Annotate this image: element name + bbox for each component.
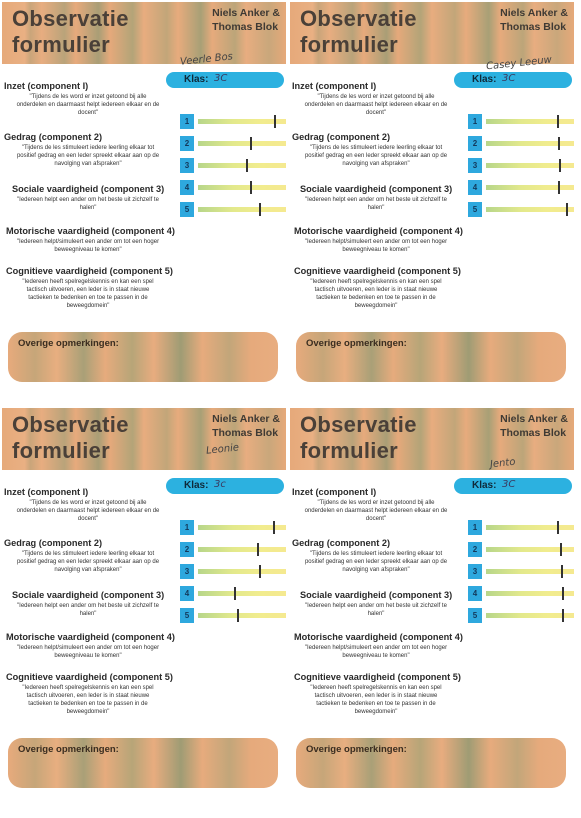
rating-mark	[558, 181, 560, 194]
rating-number: 5	[468, 202, 482, 217]
rating-scale-bar	[198, 185, 286, 190]
rating-mark	[557, 115, 559, 128]
rating-row	[468, 158, 574, 174]
author-name: Niels Anker &	[212, 413, 280, 425]
handwritten-student-name: Casey Leeuw	[485, 54, 553, 73]
authors	[212, 6, 280, 34]
rating-mark	[562, 587, 564, 600]
class-value: 3c	[214, 479, 226, 490]
form-header	[290, 2, 574, 64]
component-heading: Gedrag (component 2)	[4, 132, 103, 142]
component-heading: Gedrag (component 2)	[4, 538, 103, 548]
component-description: "Iedereen heeft spelregelskennis en kan een spel tactisch uitvoeren, een leder is in staat nieuwe tactieken te bedenken en toe te passen in de beweegdomein"	[310, 685, 442, 715]
rating-scale-bar	[198, 591, 286, 596]
component-heading: Motorische vaardigheid (component 4)	[294, 226, 463, 236]
author-name: Thomas Blok	[500, 21, 567, 33]
component-description: "Tijdens de les word er inzet getoond bij alle onderdelen en daarmaast helpt iedereen elkaar en de docent"	[304, 94, 448, 116]
rating-mark	[273, 521, 275, 534]
rating-mark	[566, 203, 568, 216]
component-heading: Inzet (component I)	[4, 81, 89, 91]
rating-row	[180, 114, 286, 130]
component-description: "Iedereen heeft spelregelskennis en kan een spel tactisch uitvoeren, een leder is in staat nieuwe tactieken te bedenken en toe te passen in de beweegdomein"	[310, 279, 442, 309]
rating-row	[180, 202, 286, 218]
title-line: formulier	[300, 32, 399, 57]
rating-number: 3	[468, 564, 482, 579]
rating-row	[180, 564, 286, 580]
component-heading: Inzet (component I)	[292, 81, 377, 91]
component-heading: Sociale vaardigheid (component 3)	[12, 184, 165, 194]
rating-scale-bar	[486, 163, 574, 168]
class-value: 3C	[214, 73, 228, 84]
rating-number: 2	[180, 542, 194, 557]
component-heading: Motorische vaardigheid (component 4)	[294, 632, 463, 642]
component-description: "Iedereen helpt/simuleert een ander om tot een hoger beweegniveau te komen"	[304, 645, 448, 659]
component-description: "Iedereen heeft spelregelskennis en kan een spel tactisch uitvoeren, een leder is in staat nieuwe tactieken te bedenken en toe te passen in de beweegdomein"	[22, 279, 154, 309]
remarks-label: Overige opmerkingen:	[18, 744, 119, 755]
rating-number: 1	[180, 114, 194, 129]
component-heading: Cognitieve vaardigheid (component 5)	[294, 672, 461, 682]
rating-mark	[560, 543, 562, 556]
rating-row	[180, 586, 286, 602]
rating-row	[180, 180, 286, 196]
rating-mark	[561, 565, 563, 578]
observation-form	[290, 408, 574, 810]
class-badge	[166, 72, 284, 88]
title-line: formulier	[12, 32, 111, 57]
title-line: Observatie	[12, 6, 129, 31]
handwritten-student-name: Jento	[489, 456, 516, 471]
rating-mark	[559, 159, 561, 172]
component-description: "Tijdens de les word er inzet getoond bij alle onderdelen en daarmaast helpt iedereen elkaar en de docent"	[304, 500, 448, 522]
rating-number: 5	[180, 608, 194, 623]
form-title	[12, 412, 129, 464]
remarks-box	[296, 738, 566, 788]
rating-scale-bar	[486, 591, 574, 596]
component-description: "Tijdens de les stimuleert iedere leerling elkaar tot positief gedrag en een leder spreekt elkaar aan op de navolging van afspraken"	[16, 551, 160, 573]
class-badge	[454, 478, 572, 494]
class-badge	[166, 478, 284, 494]
rating-mark	[257, 543, 259, 556]
component-description: "Tijdens de les stimuleert iedere leerling elkaar tot positief gedrag en een leder spreekt elkaar aan op de navolging van afspraken"	[304, 551, 448, 573]
rating-mark	[259, 565, 261, 578]
form-title	[300, 6, 417, 58]
rating-number: 2	[180, 136, 194, 151]
rating-scale-bar	[486, 141, 574, 146]
rating-row	[180, 608, 286, 624]
component-description: "Iedereen helpt/simuleert een ander om tot een hoger beweegniveau te komen"	[16, 645, 160, 659]
rating-mark	[250, 181, 252, 194]
component-description: "Iedereen helpt/simuleert een ander om tot een hoger beweegniveau te komen"	[16, 239, 160, 253]
author-name: Niels Anker &	[500, 7, 568, 19]
author-name: Thomas Blok	[500, 427, 567, 439]
rating-number: 3	[468, 158, 482, 173]
remarks-box	[8, 332, 278, 382]
rating-mark	[558, 137, 560, 150]
title-line: Observatie	[12, 412, 129, 437]
class-label: Klas:	[472, 74, 497, 85]
rating-number: 2	[468, 542, 482, 557]
authors	[212, 412, 280, 440]
observation-form	[2, 2, 286, 404]
remarks-label: Overige opmerkingen:	[306, 744, 407, 755]
component-heading: Inzet (component I)	[292, 487, 377, 497]
rating-scale-bar	[198, 141, 286, 146]
remarks-label: Overige opmerkingen:	[18, 338, 119, 349]
rating-number: 4	[468, 586, 482, 601]
rating-scale-bar	[198, 525, 286, 530]
title-line: Observatie	[300, 412, 417, 437]
rating-row	[468, 608, 574, 624]
rating-number: 4	[468, 180, 482, 195]
rating-scale-bar	[486, 569, 574, 574]
author-name: Niels Anker &	[500, 413, 568, 425]
rating-mark	[250, 137, 252, 150]
component-heading: Gedrag (component 2)	[292, 538, 391, 548]
rating-row	[180, 542, 286, 558]
form-header	[2, 2, 286, 64]
observation-form	[290, 2, 574, 404]
class-label: Klas:	[184, 74, 209, 85]
rating-number: 2	[468, 136, 482, 151]
remarks-box	[296, 332, 566, 382]
rating-scale-bar	[198, 547, 286, 552]
component-description: "Iedereen helpt/simuleert een ander om tot een hoger beweegniveau te komen"	[304, 239, 448, 253]
rating-number: 4	[180, 586, 194, 601]
rating-mark	[557, 521, 559, 534]
rating-row	[468, 202, 574, 218]
authors	[500, 6, 568, 34]
handwritten-student-name: Veerle Bos	[179, 51, 234, 68]
component-description: "Tijdens de les word er inzet getoond bij alle onderdelen en daarmaast helpt iedereen elkaar en de docent"	[16, 94, 160, 116]
class-value: 3C	[502, 73, 516, 84]
component-heading: Motorische vaardigheid (component 4)	[6, 226, 175, 236]
rating-number: 5	[468, 608, 482, 623]
rating-number: 1	[468, 520, 482, 535]
handwritten-student-name: Leonie	[205, 442, 240, 457]
rating-scale-bar	[486, 613, 574, 618]
rating-scale-bar	[198, 207, 286, 212]
class-label: Klas:	[472, 480, 497, 491]
class-label: Klas:	[184, 480, 209, 491]
title-line: Observatie	[300, 6, 417, 31]
rating-row	[468, 136, 574, 152]
component-heading: Cognitieve vaardigheid (component 5)	[6, 266, 173, 276]
component-description: "Iedereen helpt een ander om het beste uit zichzelf te halen"	[17, 197, 159, 211]
rating-mark	[237, 609, 239, 622]
rating-number: 4	[180, 180, 194, 195]
title-line: formulier	[300, 438, 399, 463]
component-heading: Sociale vaardigheid (component 3)	[12, 590, 165, 600]
component-description: "Iedereen helpt een ander om het beste uit zichzelf te halen"	[305, 603, 447, 617]
rating-row	[180, 520, 286, 536]
rating-scale-bar	[198, 119, 286, 124]
rating-mark	[246, 159, 248, 172]
rating-row	[468, 180, 574, 196]
component-description: "Tijdens de les stimuleert iedere leerling elkaar tot positief gedrag en een leder spreekt elkaar aan op de navolging van afspraken"	[304, 145, 448, 167]
title-line: formulier	[12, 438, 111, 463]
rating-number: 5	[180, 202, 194, 217]
rating-number: 1	[180, 520, 194, 535]
rating-row	[468, 542, 574, 558]
rating-number: 1	[468, 114, 482, 129]
component-heading: Gedrag (component 2)	[292, 132, 391, 142]
remarks-box	[8, 738, 278, 788]
rating-scale-bar	[486, 525, 574, 530]
author-name: Thomas Blok	[212, 427, 279, 439]
form-header	[2, 408, 286, 470]
rating-number: 3	[180, 564, 194, 579]
rating-scale-bar	[486, 185, 574, 190]
component-heading: Sociale vaardigheid (component 3)	[300, 184, 453, 194]
rating-number: 3	[180, 158, 194, 173]
class-badge	[454, 72, 572, 88]
rating-scale-bar	[486, 119, 574, 124]
component-description: "Iedereen helpt een ander om het beste uit zichzelf te halen"	[305, 197, 447, 211]
component-description: "Tijdens de les word er inzet getoond bij alle onderdelen en daarmaast helpt iedereen elkaar en de docent"	[16, 500, 160, 522]
component-heading: Motorische vaardigheid (component 4)	[6, 632, 175, 642]
rating-mark	[562, 609, 564, 622]
rating-row	[180, 136, 286, 152]
rating-row	[468, 586, 574, 602]
component-heading: Cognitieve vaardigheid (component 5)	[6, 672, 173, 682]
class-value: 3C	[502, 479, 516, 490]
rating-scale-bar	[198, 163, 286, 168]
author-name: Thomas Blok	[212, 21, 279, 33]
form-title	[300, 412, 417, 464]
rating-row	[468, 564, 574, 580]
component-heading: Inzet (component I)	[4, 487, 89, 497]
author-name: Niels Anker &	[212, 7, 280, 19]
rating-scale-bar	[198, 613, 286, 618]
component-heading: Sociale vaardigheid (component 3)	[300, 590, 453, 600]
observation-form	[2, 408, 286, 810]
component-description: "Iedereen heeft spelregelskennis en kan een spel tactisch uitvoeren, een leder is in staat nieuwe tactieken te bedenken en toe te passen in de beweegdomein"	[22, 685, 154, 715]
authors	[500, 412, 568, 440]
rating-scale-bar	[486, 547, 574, 552]
form-header	[290, 408, 574, 470]
rating-scale-bar	[198, 569, 286, 574]
rating-row	[468, 520, 574, 536]
component-description: "Tijdens de les stimuleert iedere leerling elkaar tot positief gedrag en een leder spreekt elkaar aan op de navolging van afspraken"	[16, 145, 160, 167]
form-title	[12, 6, 129, 58]
rating-mark	[274, 115, 276, 128]
rating-row	[180, 158, 286, 174]
rating-mark	[259, 203, 261, 216]
rating-scale-bar	[486, 207, 574, 212]
remarks-label: Overige opmerkingen:	[306, 338, 407, 349]
rating-row	[468, 114, 574, 130]
component-heading: Cognitieve vaardigheid (component 5)	[294, 266, 461, 276]
component-description: "Iedereen helpt een ander om het beste uit zichzelf te halen"	[17, 603, 159, 617]
rating-mark	[234, 587, 236, 600]
